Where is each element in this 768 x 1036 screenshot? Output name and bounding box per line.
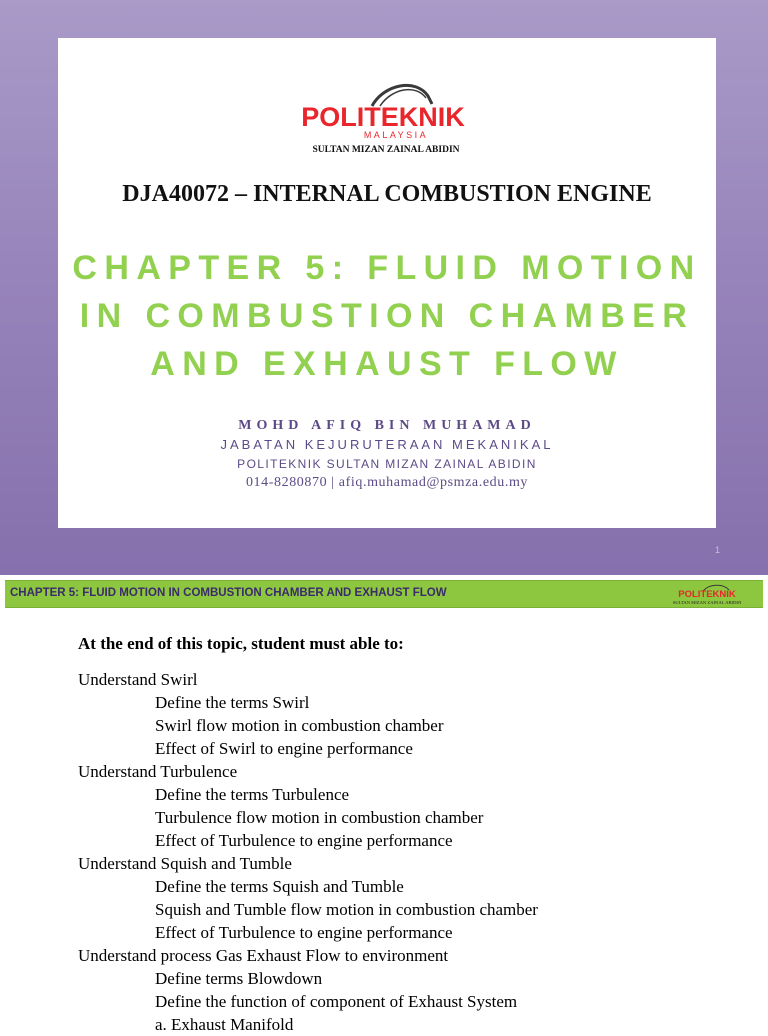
objective-subitem: Define the terms Swirl [155,693,310,712]
logo-country-text: MALAYSIA [363,130,429,140]
author-institution: POLITEKNIK SULTAN MIZAN ZAINAL ABIDIN [237,457,537,471]
course-title: DJA40072 – INTERNAL COMBUSTION ENGINE [122,181,652,207]
header-logo-graphic [667,582,747,606]
objective-subitem: Squish and Tumble flow motion in combustion chamber [155,900,538,919]
objective-item: Understand Swirl [78,670,198,689]
politeknik-logo [276,76,490,158]
author-department: JABATAN KEJURUTERAAN MEKANIKAL [220,437,554,452]
logo-campus-text: SULTAN MIZAN ZAINAL ABIDIN [312,145,460,155]
title-card [58,38,716,528]
header-logo [667,582,747,606]
author-contact: 014-8280870 | afiq.muhamad@psmza.edu.my [245,475,529,490]
objective-subitem: Swirl flow motion in combustion chamber [155,716,444,735]
chapter-header-bar [5,580,763,608]
objective-subitem: Turbulence flow motion in combustion chamber [155,808,484,827]
objective-subitem: Define the terms Turbulence [155,785,350,804]
objective-item: Understand Turbulence [78,762,238,781]
objective-subitem: Effect of Turbulence to engine performance [155,831,453,850]
header-logo-brand: POLITEKNIK [678,589,736,600]
logo-brand-text: POLITEKNIK [301,102,465,132]
objectives-list [78,668,758,1036]
objective-subitem: Define the function of component of Exhaust System [155,992,518,1011]
objective-subitem: Define the terms Squish and Tumble [155,877,404,896]
objective-subitem: a. Exhaust Manifold [155,1015,294,1034]
chapter-title: CHAPTER 5: FLUID MOTION IN COMBUSTION CHAMBER AND EXHAUST FLOW [72,249,702,383]
objective-item: Understand Squish and Tumble [78,854,292,873]
politeknik-logo-graphic [276,76,490,158]
objectives-heading: At the end of this topic, student must able to: [78,634,404,653]
objective-item: Understand process Gas Exhaust Flow to environment [78,946,449,965]
learning-outcomes [78,633,758,1036]
objective-subitem: Effect of Swirl to engine performance [155,739,413,758]
objective-subitem: Define terms Blowdown [155,969,323,988]
header-logo-campus: SULTAN MIZAN ZAINAL ABIDIN [672,600,742,605]
chapter-header-text: CHAPTER 5: FLUID MOTION IN COMBUSTION CHAMBER AND EXHAUST FLOW [10,587,447,599]
author-name: MOHD AFIQ BIN MUHAMAD [238,418,536,433]
objective-subitem: Effect of Turbulence to engine performance [155,923,453,942]
page-number: 1 [714,545,720,555]
